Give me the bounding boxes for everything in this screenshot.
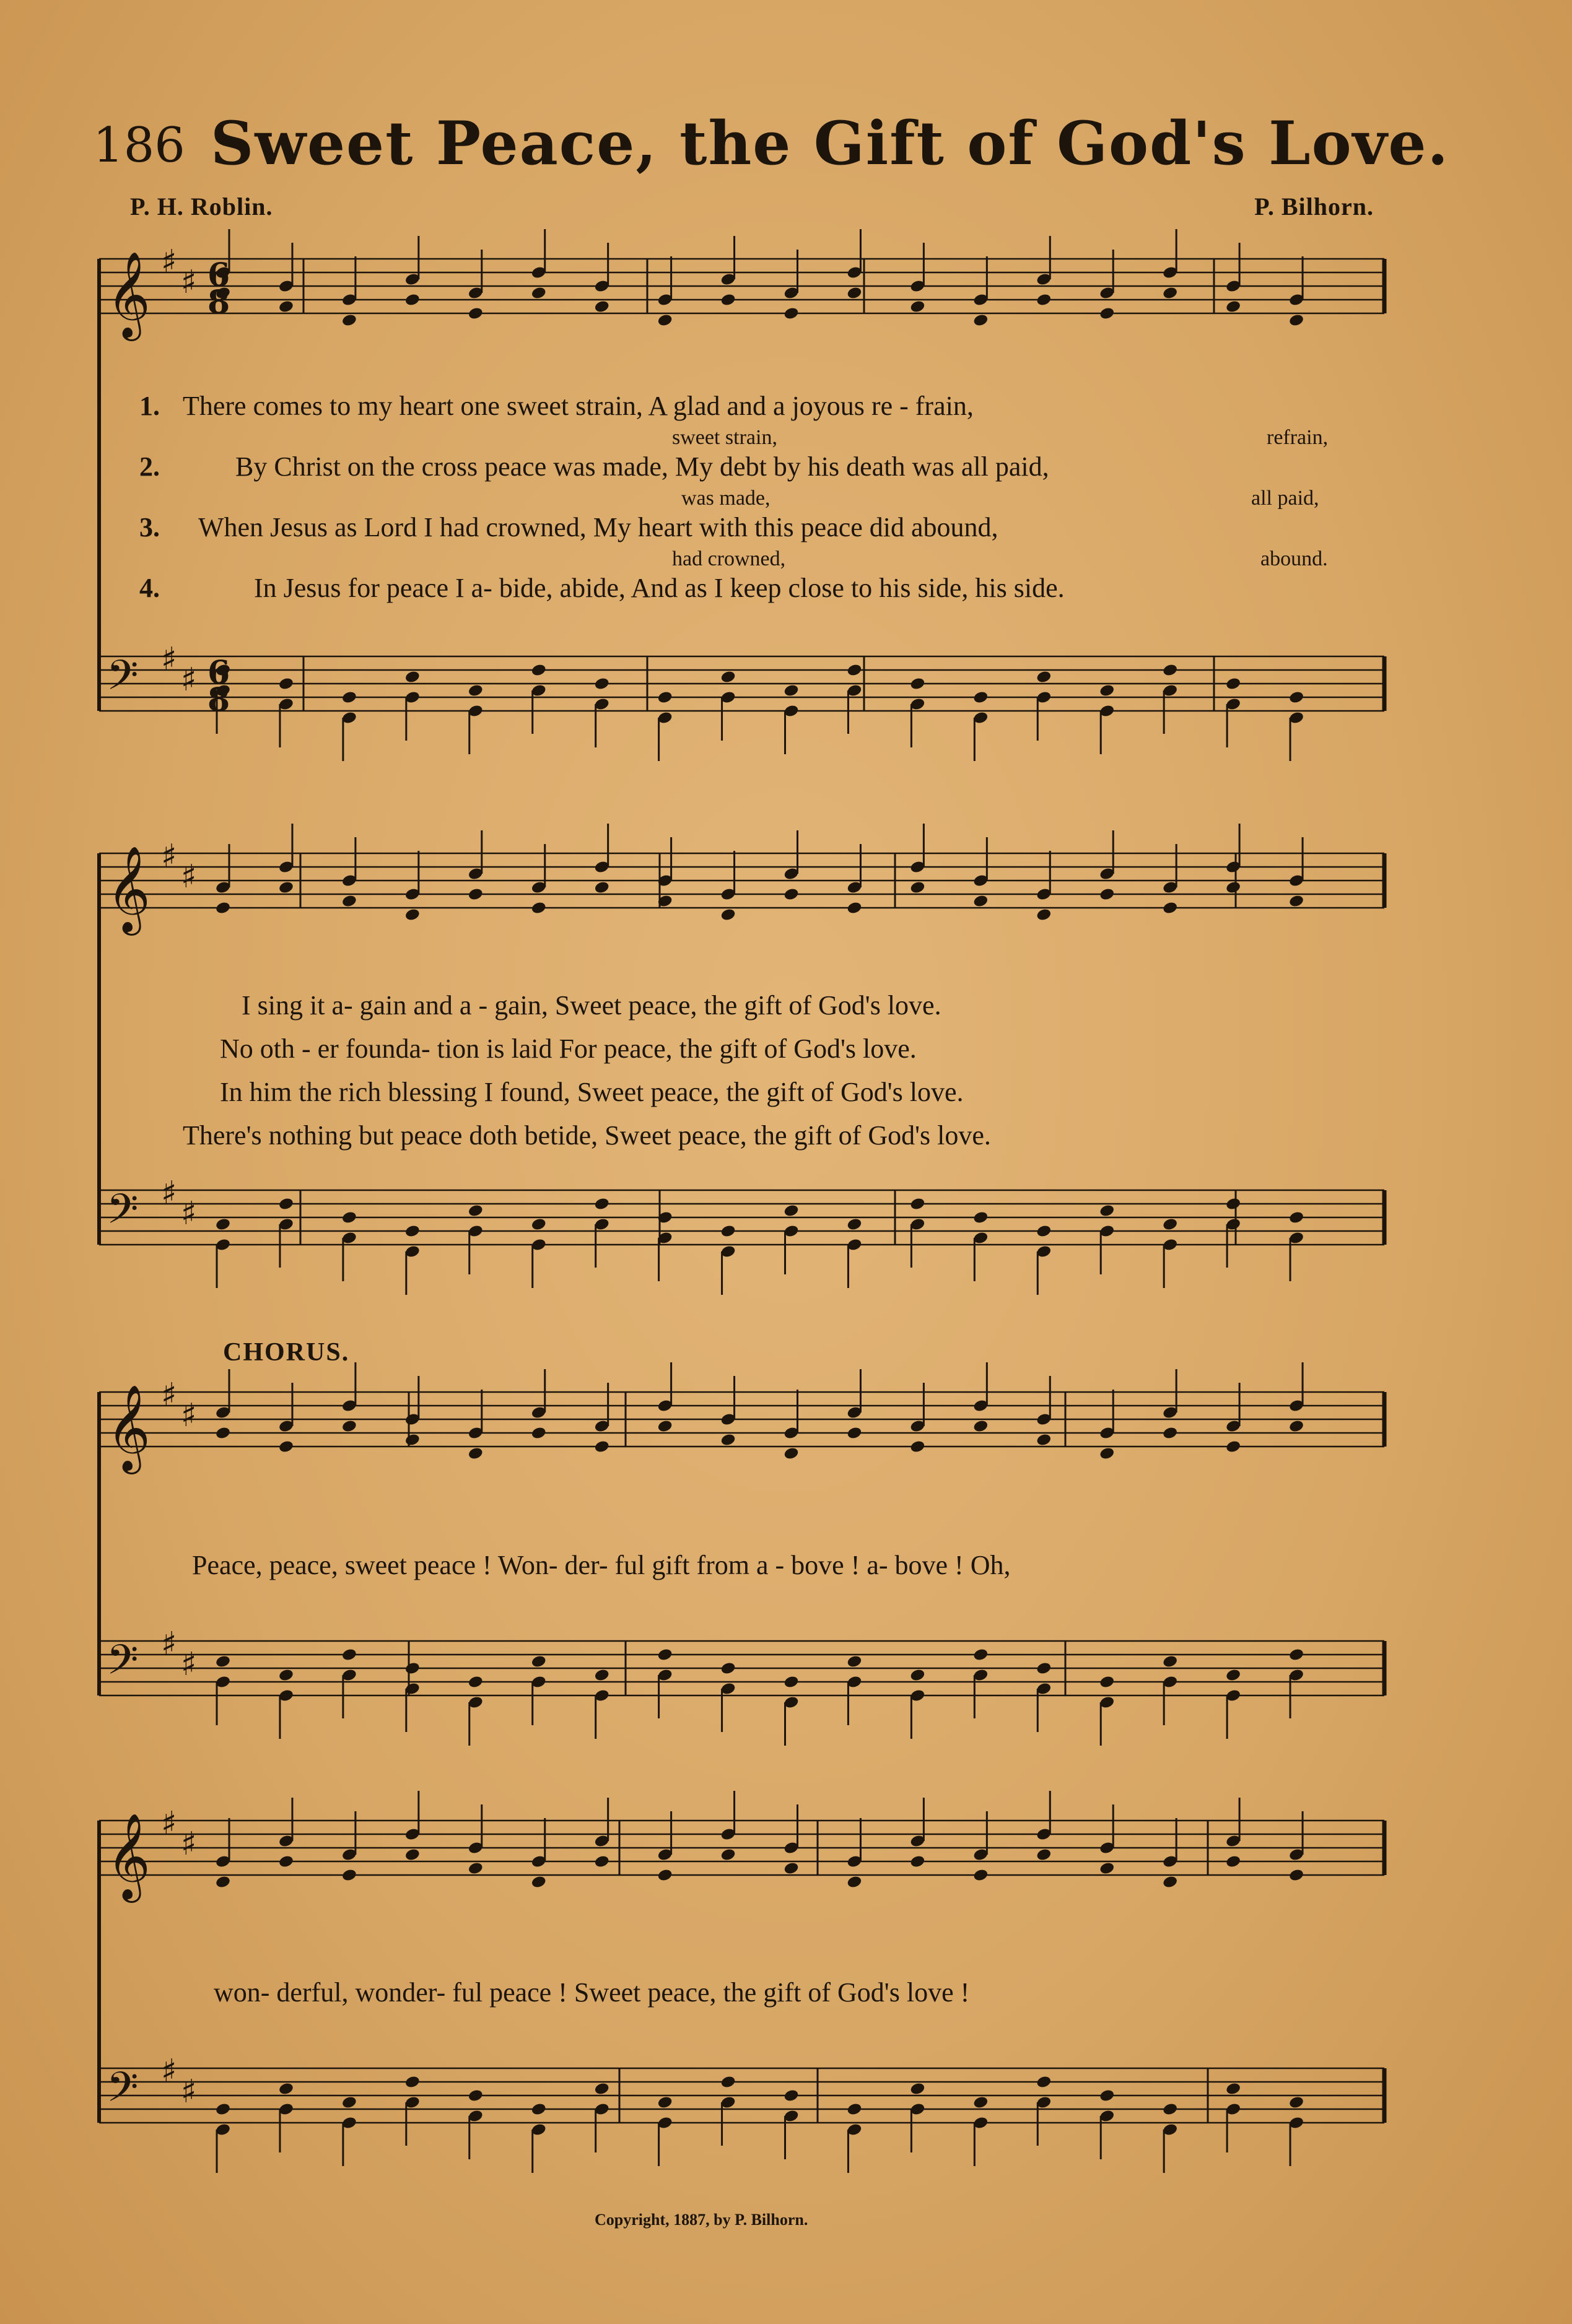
note-head bbox=[846, 2102, 862, 2117]
note-head bbox=[1162, 663, 1178, 677]
verse-1-echo-a: sweet strain, bbox=[672, 426, 777, 449]
note-head bbox=[404, 908, 421, 922]
note-head bbox=[972, 2096, 989, 2110]
sharp-icon: ♯ bbox=[161, 838, 177, 875]
note-head bbox=[1162, 286, 1178, 300]
note-head bbox=[215, 1217, 231, 1232]
sharp-icon: ♯ bbox=[161, 243, 177, 281]
note-head bbox=[404, 293, 421, 307]
sharp-icon: ♯ bbox=[161, 1377, 177, 1414]
note-head bbox=[1225, 1440, 1241, 1454]
note-head bbox=[783, 307, 799, 321]
note-head bbox=[1099, 2089, 1115, 2103]
note-head bbox=[1288, 2096, 1304, 2110]
note-head bbox=[846, 901, 862, 915]
note-head bbox=[1225, 677, 1241, 691]
treble-clef-icon: 𝄞 bbox=[107, 846, 151, 932]
verse-4-line-2: There's nothing but peace doth betide, Sweet peace, the gift of God's love. bbox=[183, 1120, 991, 1151]
note-head bbox=[468, 1675, 484, 1689]
note-head bbox=[909, 1668, 925, 1682]
note-head bbox=[972, 690, 989, 705]
note-head bbox=[531, 2102, 547, 2117]
note-head bbox=[720, 1661, 736, 1676]
note-head bbox=[531, 1426, 547, 1440]
note-head bbox=[1162, 1655, 1178, 1669]
sharp-icon: ♯ bbox=[181, 1826, 197, 1863]
chorus-line-1: Peace, peace, sweet peace ! Won- der- ful gift from a - bove ! a- bove ! Oh, bbox=[192, 1550, 1011, 1580]
note-head bbox=[278, 2082, 294, 2096]
composer-credit: P. Bilhorn. bbox=[1254, 193, 1374, 220]
note-head bbox=[341, 1419, 357, 1434]
treble-clef-icon: 𝄞 bbox=[107, 1385, 151, 1471]
note-head bbox=[468, 887, 484, 902]
note-head bbox=[404, 1661, 421, 1676]
note-head bbox=[657, 313, 673, 328]
note-head bbox=[594, 1440, 610, 1454]
verse-2-line-2: No oth - er founda- tion is laid For peace, the gift of God's love. bbox=[220, 1034, 917, 1064]
note-head bbox=[468, 1447, 484, 1461]
sharp-icon: ♯ bbox=[181, 661, 197, 699]
verse-2-echo-a: was made, bbox=[681, 487, 771, 510]
note-head bbox=[341, 2096, 357, 2110]
note-head bbox=[594, 300, 610, 314]
note-head bbox=[404, 1848, 421, 1862]
note-head bbox=[468, 684, 484, 698]
note-head bbox=[1036, 1661, 1052, 1676]
note-head bbox=[594, 1197, 610, 1211]
note-head bbox=[1036, 2075, 1052, 2089]
verse-4-line-1: In Jesus for peace I a- bide, abide, And as I keep close to his side, his side. bbox=[254, 573, 1065, 603]
note-head bbox=[1162, 1875, 1178, 1889]
note-head bbox=[531, 1655, 547, 1669]
note-head bbox=[657, 690, 673, 705]
chorus-label: CHORUS. bbox=[223, 1338, 350, 1367]
note-head bbox=[783, 684, 799, 698]
note-head bbox=[1099, 1675, 1115, 1689]
sharp-icon: ♯ bbox=[161, 1805, 177, 1842]
note-head bbox=[1225, 1197, 1241, 1211]
sharp-icon: ♯ bbox=[181, 1397, 197, 1434]
note-head bbox=[468, 2089, 484, 2103]
note-head bbox=[1288, 1419, 1304, 1434]
note-head bbox=[1225, 881, 1241, 895]
note-head bbox=[657, 1419, 673, 1434]
note-head bbox=[1225, 1855, 1241, 1869]
note-head bbox=[783, 1861, 799, 1876]
note-head bbox=[909, 2082, 925, 2096]
note-head bbox=[278, 1440, 294, 1454]
note-head bbox=[783, 1204, 799, 1218]
note-head bbox=[657, 1648, 673, 1662]
note-head bbox=[531, 286, 547, 300]
sharp-icon: ♯ bbox=[181, 2073, 197, 2110]
note-head bbox=[846, 1217, 862, 1232]
sharp-icon: ♯ bbox=[181, 264, 197, 301]
bass-clef-icon: 𝄢 bbox=[107, 1185, 139, 1243]
note-head bbox=[720, 1224, 736, 1238]
note-head bbox=[341, 894, 357, 908]
sharp-icon: ♯ bbox=[161, 641, 177, 678]
lyricist-credit: P. H. Roblin. bbox=[130, 193, 273, 220]
note-head bbox=[657, 2096, 673, 2110]
note-head bbox=[909, 1440, 925, 1454]
note-head bbox=[215, 1426, 231, 1440]
note-head bbox=[1162, 1217, 1178, 1232]
note-head bbox=[783, 887, 799, 902]
hymn-number: 186 bbox=[93, 118, 185, 173]
note-head bbox=[1099, 1204, 1115, 1218]
note-head bbox=[404, 2075, 421, 2089]
note-head bbox=[341, 1868, 357, 1882]
treble-clef-icon: 𝄞 bbox=[107, 1813, 151, 1899]
note-head bbox=[1162, 1426, 1178, 1440]
verse-1-line-2: I sing it a- gain and a - gain, Sweet peace, the gift of God's love. bbox=[242, 990, 941, 1021]
time-signature-digit: 8 bbox=[207, 681, 230, 719]
note-head bbox=[972, 1419, 989, 1434]
note-head bbox=[404, 670, 421, 684]
note-head bbox=[215, 2102, 231, 2117]
note-head bbox=[720, 1848, 736, 1862]
verse-3-line-1: When Jesus as Lord I had crowned, My heart with this peace did abound, bbox=[198, 512, 998, 542]
note-head bbox=[1099, 307, 1115, 321]
verse-3-echo-a: had crowned, bbox=[672, 547, 786, 570]
note-head bbox=[1288, 313, 1304, 328]
time-signature-digit: 6 bbox=[207, 654, 230, 692]
bass-clef-icon: 𝄢 bbox=[107, 2063, 139, 2121]
note-head bbox=[594, 881, 610, 895]
verse-number: 1. bbox=[139, 391, 160, 421]
note-head bbox=[215, 901, 231, 915]
note-head bbox=[341, 690, 357, 705]
note-head bbox=[1162, 2102, 1178, 2117]
note-head bbox=[720, 908, 736, 922]
note-head bbox=[846, 1426, 862, 1440]
sharp-icon: ♯ bbox=[161, 1625, 177, 1663]
note-head bbox=[1036, 1848, 1052, 1862]
note-head bbox=[1225, 1668, 1241, 1682]
note-head bbox=[909, 677, 925, 691]
note-head bbox=[278, 1668, 294, 1682]
hymn-title: Sweet Peace, the Gift of God's Love. bbox=[211, 108, 1449, 178]
note-head bbox=[468, 1204, 484, 1218]
note-head bbox=[341, 1648, 357, 1662]
note-head bbox=[531, 901, 547, 915]
time-signature-digit: 6 bbox=[207, 256, 230, 294]
note-head bbox=[594, 1668, 610, 1682]
chorus-line-2: won- derful, wonder- ful peace ! Sweet peace, the gift of God's love ! bbox=[214, 1977, 970, 2008]
note-head bbox=[1099, 684, 1115, 698]
note-head bbox=[1099, 1447, 1115, 1461]
note-head bbox=[720, 2075, 736, 2089]
note-head bbox=[278, 1855, 294, 1869]
verse-3-echo-b: abound. bbox=[1260, 547, 1328, 570]
note-head bbox=[594, 1855, 610, 1869]
note-head bbox=[720, 670, 736, 684]
sharp-icon: ♯ bbox=[181, 1646, 197, 1683]
note-head bbox=[783, 1675, 799, 1689]
note-head bbox=[972, 1868, 989, 1882]
note-head bbox=[1036, 1224, 1052, 1238]
note-head bbox=[404, 1224, 421, 1238]
copyright-notice: Copyright, 1887, by P. Bilhorn. bbox=[595, 2211, 808, 2229]
bass-clef-icon: 𝄢 bbox=[107, 1636, 139, 1694]
note-head bbox=[720, 1433, 736, 1447]
note-head bbox=[1288, 1211, 1304, 1225]
verse-number: 2. bbox=[139, 451, 160, 482]
treble-clef-icon: 𝄞 bbox=[107, 251, 151, 337]
note-head bbox=[1036, 670, 1052, 684]
note-head bbox=[909, 300, 925, 314]
note-head bbox=[341, 1211, 357, 1225]
sharp-icon: ♯ bbox=[161, 1175, 177, 1212]
note-head bbox=[1225, 300, 1241, 314]
note-head bbox=[531, 1875, 547, 1889]
note-head bbox=[657, 1868, 673, 1882]
note-head bbox=[278, 1197, 294, 1211]
sharp-icon: ♯ bbox=[181, 1195, 197, 1232]
sharp-icon: ♯ bbox=[181, 858, 197, 895]
note-head bbox=[215, 1655, 231, 1669]
note-head bbox=[531, 1217, 547, 1232]
note-head bbox=[972, 1211, 989, 1225]
time-signature-digit: 8 bbox=[207, 284, 230, 321]
bass-clef-icon: 𝄢 bbox=[107, 651, 139, 709]
note-head bbox=[1225, 2082, 1241, 2096]
note-head bbox=[594, 2082, 610, 2096]
note-head bbox=[783, 1447, 799, 1461]
note-head bbox=[594, 677, 610, 691]
note-head bbox=[404, 1433, 421, 1447]
note-head bbox=[531, 663, 547, 677]
note-head bbox=[909, 1855, 925, 1869]
note-head bbox=[846, 286, 862, 300]
sharp-icon: ♯ bbox=[161, 2053, 177, 2090]
note-head bbox=[846, 1875, 862, 1889]
note-head bbox=[1036, 908, 1052, 922]
note-head bbox=[468, 307, 484, 321]
note-head bbox=[1099, 1861, 1115, 1876]
note-head bbox=[972, 313, 989, 328]
note-head bbox=[1288, 690, 1304, 705]
verse-2-line-1: By Christ on the cross peace was made, My debt by his death was all paid, bbox=[235, 451, 1049, 482]
note-head bbox=[972, 1648, 989, 1662]
note-head bbox=[278, 881, 294, 895]
note-head bbox=[1288, 894, 1304, 908]
note-head bbox=[278, 300, 294, 314]
note-head bbox=[909, 881, 925, 895]
verse-2-echo-b: all paid, bbox=[1251, 487, 1319, 510]
verse-1-line-1: There comes to my heart one sweet strain, A glad and a joyous re - frain, bbox=[183, 391, 974, 421]
note-head bbox=[909, 1197, 925, 1211]
note-head bbox=[846, 663, 862, 677]
note-head bbox=[846, 1655, 862, 1669]
verse-number: 3. bbox=[139, 512, 160, 542]
verse-1-echo-b: refrain, bbox=[1267, 426, 1329, 449]
verse-3-line-2: In him the rich blessing I found, Sweet peace, the gift of God's love. bbox=[220, 1077, 964, 1107]
note-head bbox=[215, 1875, 231, 1889]
note-head bbox=[1288, 1868, 1304, 1882]
note-head bbox=[1099, 887, 1115, 902]
note-head bbox=[468, 1861, 484, 1876]
note-head bbox=[783, 2089, 799, 2103]
note-head bbox=[341, 313, 357, 328]
note-head bbox=[278, 677, 294, 691]
note-head bbox=[972, 894, 989, 908]
note-head bbox=[1288, 1648, 1304, 1662]
note-head bbox=[720, 293, 736, 307]
verse-number: 4. bbox=[139, 573, 160, 603]
note-head bbox=[1036, 293, 1052, 307]
note-head bbox=[1162, 901, 1178, 915]
note-head bbox=[1036, 1433, 1052, 1447]
